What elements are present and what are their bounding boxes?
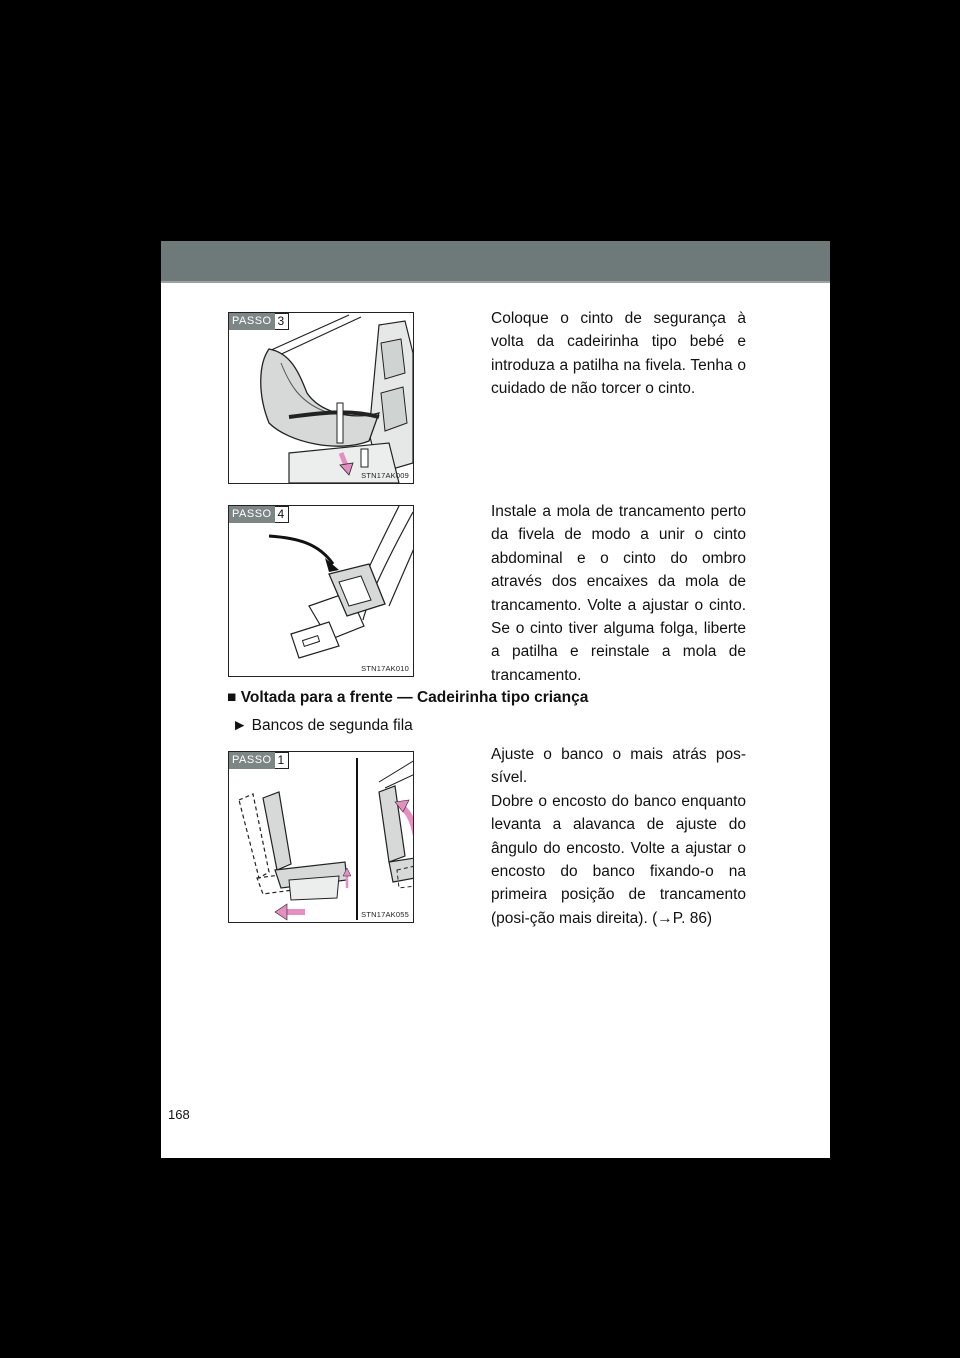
step-badge-number: 3 — [275, 313, 289, 330]
figure-step-3 — [228, 312, 414, 484]
step-badge — [229, 313, 289, 330]
seat-fold-illustration — [229, 752, 414, 923]
step-4-text — [491, 500, 746, 687]
step-badge-number: 1 — [275, 752, 289, 769]
step-4-paragraph: Instale a mola de trancamento perto da fivela de modo a unir o cinto abdominal e o cinto do ombro através dos encaixes da mola de trancamento. Volte a ajustar o cinto. Se o cinto tiver alguma folga, liberte a patilha e reinstale a mola de trancamento. — [491, 503, 746, 684]
figure-step-1 — [228, 751, 414, 923]
page-number: 168 — [168, 1107, 190, 1122]
step-1-paragraph-2: Dobre o encosto do banco enquanto levanta a alavanca de ajuste do ângulo do encosto. Volte a ajustar o encosto do banco fixando-o na primeira posição de trancamento (posi-ção mais direita). (→P. 86) — [491, 792, 746, 927]
figure-step-4 — [228, 505, 414, 677]
figure-code: STN17AK009 — [361, 471, 409, 480]
infant-seat-illustration — [229, 313, 414, 484]
locking-clip-illustration — [229, 506, 414, 677]
step-3-paragraph: Coloque o cinto de segurança à volta da cadeirinha tipo bebé e introduza a patilha na fivela. Tenha o cuidado de não torcer o cinto. — [491, 310, 746, 398]
subheading-text: Bancos de segunda fila — [251, 717, 413, 734]
step-badge-word: PASSO — [229, 752, 275, 769]
step-3-text — [491, 307, 746, 401]
step-badge — [229, 506, 289, 523]
step-badge-word: PASSO — [229, 313, 275, 330]
header-bar — [161, 241, 830, 283]
step-1-text — [491, 743, 746, 930]
section-heading — [227, 689, 588, 707]
figure-code: STN17AK010 — [361, 664, 409, 673]
subheading — [232, 717, 413, 735]
square-bullet-icon: ■ — [227, 689, 237, 706]
step-badge-word: PASSO — [229, 506, 275, 523]
manual-page — [161, 241, 830, 1158]
step-1-paragraph-1: Ajuste o banco o mais atrás pos-sível. — [491, 746, 746, 787]
section-heading-text: Voltada para a frente — Cadeirinha tipo criança — [240, 689, 589, 706]
step-badge-number: 4 — [275, 506, 289, 523]
triangle-bullet-icon: ► — [232, 717, 248, 734]
step-badge — [229, 752, 289, 769]
figure-code: STN17AK055 — [361, 910, 409, 919]
